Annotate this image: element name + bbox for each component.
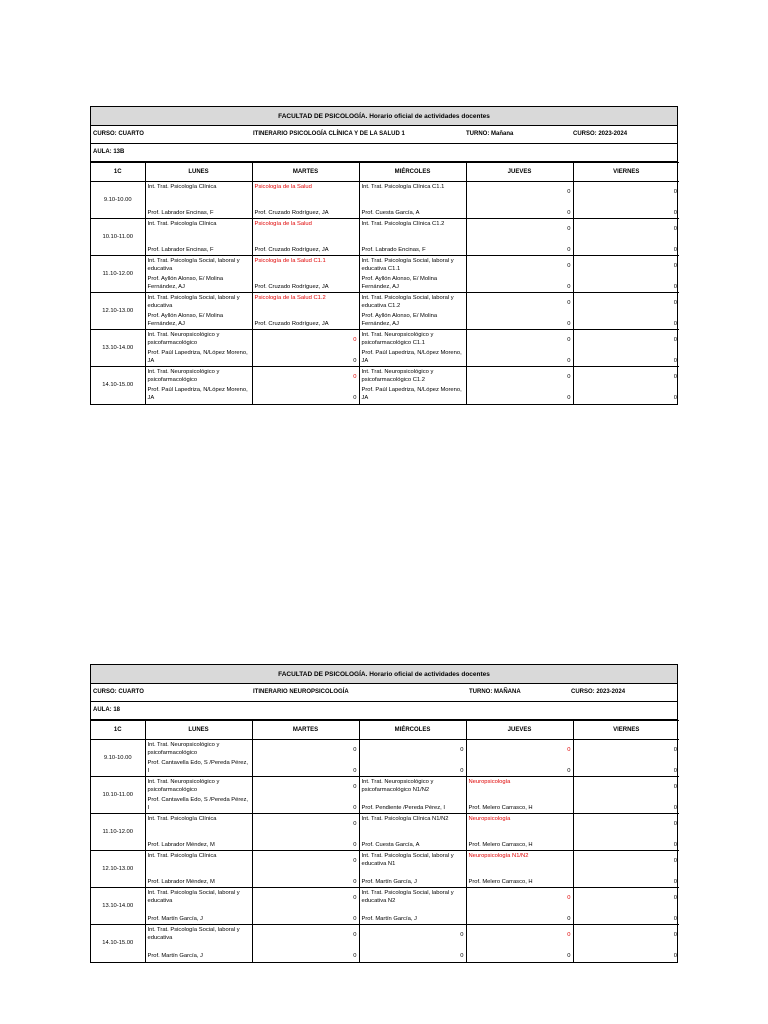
time-row	[91, 182, 679, 219]
zero-value: 0	[673, 358, 677, 364]
class-cell	[573, 256, 679, 293]
zero-value: 0	[567, 263, 571, 269]
time-slot: 11.10-12.00	[91, 814, 145, 851]
zero-value: 0	[673, 374, 677, 380]
zero-value: 0	[673, 916, 677, 922]
day-header-viernes: VIERNES	[573, 163, 679, 182]
course-name: Neuropsicología	[468, 816, 511, 822]
aula-row	[91, 144, 677, 162]
cell-content	[361, 740, 465, 776]
time-row	[91, 740, 679, 777]
group-header: 1C	[91, 721, 145, 740]
time-slot: 12.10-13.00	[91, 851, 145, 888]
cell-content	[147, 182, 251, 218]
time-slot: 13.10-14.00	[91, 330, 145, 367]
class-cell	[145, 367, 252, 404]
curso-year-label: CURSO: 2023-2024	[573, 131, 628, 137]
day-header-miércoles: MIÉRCOLES	[359, 163, 466, 182]
cell-content	[575, 182, 679, 218]
time-row	[91, 367, 679, 404]
class-cell	[252, 182, 359, 219]
course-info-row	[91, 684, 677, 702]
course-name: Psicología de la Salud	[254, 221, 312, 227]
day-header-lunes: LUNES	[145, 721, 252, 740]
zero-value: 0	[460, 768, 464, 774]
zero-value: 0	[673, 821, 677, 827]
cell-content	[147, 293, 251, 329]
course-name: Int. Trat. Psicología Clínica C1.2	[361, 221, 445, 227]
class-cell	[145, 777, 252, 814]
course-name: Psicología de la Salud C1.2	[254, 295, 326, 301]
cell-content	[254, 182, 358, 218]
course-name: Int. Trat. Neuropsicológico y psicofarmacológico C1.2	[361, 369, 434, 383]
professor-name: Prof. Labrador Méndez, M	[147, 842, 215, 848]
class-cell	[252, 851, 359, 888]
cell-content	[575, 888, 679, 924]
time-slot: 11.10-12.00	[91, 256, 145, 293]
time-row	[91, 888, 679, 925]
zero-value: 0	[567, 374, 571, 380]
course-name: Int. Trat. Psicología Clínica N1/N2	[361, 816, 449, 822]
course-name: Int. Trat. Neuropsicológico y psicofarmacológico	[147, 332, 220, 346]
course-name: Neuropsicología	[468, 779, 511, 785]
class-cell	[359, 925, 466, 962]
zero-value: 0	[353, 916, 357, 922]
class-cell	[359, 814, 466, 851]
itinerario-label: ITINERARIO PSICOLOGÍA CLÍNICA Y DE LA SALUD 1	[253, 131, 405, 137]
zero-value: 0	[673, 747, 677, 753]
header-row	[91, 721, 679, 740]
time-slot: 9.10-10.00	[91, 740, 145, 777]
cell-content	[575, 851, 679, 887]
day-header-miércoles: MIÉRCOLES	[359, 721, 466, 740]
course-name: Int. Trat. Psicología Clínica	[147, 816, 217, 822]
zero-value: 0	[460, 932, 464, 938]
cell-content	[254, 256, 358, 292]
course-name: Int. Trat. Neuropsicológico y psicofarmacológico C1.1	[361, 332, 434, 346]
professor-name: Prof. Paúl Lapedriza, N/López Moreno, JA	[147, 350, 248, 364]
zero-value: 0	[567, 916, 571, 922]
class-cell	[252, 219, 359, 256]
professor-name: Prof. Pendiente /Pereda Pérez, I	[361, 805, 445, 811]
professor-name: Prof. Martín García, J	[147, 916, 203, 922]
zero-value: 0	[673, 189, 677, 195]
cell-content	[361, 182, 465, 218]
zero-value: 0	[673, 300, 677, 306]
aula-row	[91, 702, 677, 720]
course-name: Int. Trat. Psicología Social, laboral y educativa	[147, 927, 240, 941]
cell-content	[361, 219, 465, 255]
zero-value: 0	[353, 358, 357, 364]
zero-value: 0	[673, 879, 677, 885]
time-slot: 12.10-13.00	[91, 293, 145, 330]
professor-name: Prof. Paúl Lapedriza, N/López Moreno, JA	[361, 350, 462, 364]
zero-value: 0	[673, 337, 677, 343]
time-slot: 14.10-15.00	[91, 367, 145, 404]
zero-value: 0	[353, 805, 357, 811]
course-name: Int. Trat. Psicología Social, laboral y educativa N2	[361, 890, 454, 904]
zero-value: 0	[353, 932, 357, 938]
class-cell	[573, 293, 679, 330]
schedule-table-clinica	[90, 106, 678, 405]
zero-value: 0	[673, 768, 677, 774]
cell-content	[147, 777, 251, 813]
class-cell	[252, 814, 359, 851]
cell-content	[361, 256, 465, 292]
time-slot: 10.10-11.00	[91, 219, 145, 256]
cell-content	[361, 367, 465, 403]
class-cell	[573, 367, 679, 404]
zero-value: 0	[353, 842, 357, 848]
professor-name: Prof. Martín García, J	[361, 879, 417, 885]
course-name: Psicología de la Salud C1.1	[254, 258, 326, 264]
zero-value: 0	[673, 842, 677, 848]
group-header: 1C	[91, 163, 145, 182]
class-cell	[466, 256, 573, 293]
cell-content	[468, 330, 572, 366]
class-cell	[145, 888, 252, 925]
cell-content	[147, 219, 251, 255]
zero-value: 0	[353, 953, 357, 959]
schedule-title: FACULTAD DE PSICOLOGÍA. Horario oficial de actividades docentes	[91, 665, 677, 684]
professor-name: Prof. Cantavella Edo, S /Pereda Pérez, I	[147, 760, 249, 774]
professor-name: Prof. Cruzado Rodríguez, JA	[254, 247, 329, 253]
professor-name: Prof. Cuesta García, A	[361, 210, 420, 216]
zero-value: 0	[673, 247, 677, 253]
cell-content	[361, 888, 465, 924]
professor-name: Prof. Martín García, J	[147, 953, 203, 959]
class-cell	[145, 256, 252, 293]
course-name: Psicología de la Salud	[254, 184, 312, 190]
cell-content	[254, 814, 358, 850]
course-name: Int. Trat. Psicología Clínica	[147, 184, 217, 190]
class-cell	[359, 888, 466, 925]
cell-content	[254, 777, 358, 813]
timetable	[91, 162, 679, 404]
time-slot: 14.10-15.00	[91, 925, 145, 962]
zero-value: 0	[567, 895, 571, 901]
cell-content	[147, 814, 251, 850]
zero-value: 0	[673, 953, 677, 959]
class-cell	[252, 367, 359, 404]
course-name: Neuropsicología N1/N2	[468, 853, 529, 859]
cell-content	[468, 367, 572, 403]
cell-content	[575, 925, 679, 961]
class-cell	[359, 367, 466, 404]
zero-value: 0	[353, 821, 357, 827]
zero-value: 0	[673, 395, 677, 401]
cell-content	[468, 256, 572, 292]
professor-name: Prof. Paúl Lapedriza, N/López Moreno, JA	[361, 387, 462, 401]
professor-name: Prof. Melero Carrasco, H	[468, 879, 533, 885]
day-header-lunes: LUNES	[145, 163, 252, 182]
class-cell	[359, 777, 466, 814]
zero-value: 0	[673, 784, 677, 790]
class-cell	[573, 851, 679, 888]
class-cell	[573, 740, 679, 777]
time-slot: 10.10-11.00	[91, 777, 145, 814]
aula-label: AULA: 18	[93, 707, 121, 713]
cell-content	[468, 777, 572, 813]
class-cell	[252, 888, 359, 925]
professor-name: Prof. Paúl Lapedriza, N/López Moreno, JA	[147, 387, 248, 401]
cell-content	[575, 740, 679, 776]
zero-value: 0	[567, 358, 571, 364]
zero-value: 0	[673, 284, 677, 290]
course-name: Int. Trat. Neuropsicológico y psicofarmacológico	[147, 369, 220, 383]
zero-value: 0	[673, 263, 677, 269]
course-name: Int. Trat. Psicología Social, laboral y educativa C1.1	[361, 258, 454, 272]
aula-label: AULA: 13B	[93, 149, 125, 155]
cell-content	[575, 330, 679, 366]
class-cell	[573, 182, 679, 219]
class-cell	[466, 182, 573, 219]
course-name: Int. Trat. Psicología Social, laboral y educativa	[147, 258, 240, 272]
cell-content	[468, 888, 572, 924]
course-name: Int. Trat. Neuropsicológico y psicofarmacológico	[147, 742, 220, 756]
zero-value: 0	[567, 247, 571, 253]
professor-name: Prof. Martín García, J	[361, 916, 417, 922]
professor-name: Prof. Cuesta García, A	[361, 842, 420, 848]
professor-name: Prof. Ayllón Alonso, E/ Molina Fernández, AJ	[147, 276, 224, 290]
cell-content	[468, 925, 572, 961]
course-name: Int. Trat. Psicología Clínica	[147, 853, 217, 859]
cell-content	[361, 330, 465, 366]
class-cell	[573, 814, 679, 851]
time-slot: 9.10-10.00	[91, 182, 145, 219]
zero-value: 0	[567, 300, 571, 306]
time-row	[91, 293, 679, 330]
zero-value: 0	[567, 747, 571, 753]
zero-value: 0	[353, 858, 357, 864]
class-cell	[252, 925, 359, 962]
professor-name: Prof. Cantavella Edo, S /Pereda Pérez, I	[147, 797, 249, 811]
zero-value: 0	[567, 210, 571, 216]
class-cell	[466, 740, 573, 777]
zero-value: 0	[673, 805, 677, 811]
class-cell	[252, 740, 359, 777]
cell-content	[147, 330, 251, 366]
zero-value: 0	[353, 879, 357, 885]
zero-value: 0	[567, 226, 571, 232]
class-cell	[359, 851, 466, 888]
zero-value: 0	[353, 784, 357, 790]
time-row	[91, 814, 679, 851]
curso-year-label: CURSO: 2023-2024	[571, 689, 626, 695]
day-header-martes: MARTES	[252, 163, 359, 182]
class-cell	[145, 851, 252, 888]
class-cell	[145, 219, 252, 256]
cell-content	[361, 925, 465, 961]
professor-name: Prof. Melero Carrasco, H	[468, 842, 533, 848]
cell-content	[147, 740, 251, 776]
class-cell	[359, 219, 466, 256]
class-cell	[359, 330, 466, 367]
class-cell	[359, 740, 466, 777]
class-cell	[145, 293, 252, 330]
cell-content	[468, 740, 572, 776]
zero-value: 0	[567, 768, 571, 774]
professor-name: Prof. Ayllón Alonso, E/ Molina Fernández, AJ	[361, 276, 438, 290]
curso-label: CURSO: CUARTO	[93, 689, 144, 695]
course-name: Int. Trat. Psicología Social, laboral y educativa	[147, 890, 240, 904]
cell-content	[468, 814, 572, 850]
cell-content	[254, 293, 358, 329]
class-cell	[252, 330, 359, 367]
class-cell	[145, 740, 252, 777]
zero-value: 0	[353, 747, 357, 753]
time-row	[91, 777, 679, 814]
class-cell	[466, 293, 573, 330]
class-cell	[466, 814, 573, 851]
cell-content	[468, 293, 572, 329]
class-cell	[359, 256, 466, 293]
itinerario-label: ITINERARIO NEUROPSICOLOGÍA	[253, 689, 349, 695]
cell-content	[147, 888, 251, 924]
zero-value: 0	[567, 337, 571, 343]
time-row	[91, 256, 679, 293]
professor-name: Prof. Labrador Encinas, F	[147, 247, 214, 253]
time-row	[91, 851, 679, 888]
cell-content	[254, 367, 358, 403]
class-cell	[252, 293, 359, 330]
cell-content	[254, 740, 358, 776]
cell-content	[254, 888, 358, 924]
turno-label: TURNO: Mañana	[466, 131, 514, 137]
cell-content	[575, 219, 679, 255]
schedule-table-neuropsicologia	[90, 664, 678, 963]
zero-value: 0	[353, 895, 357, 901]
course-name: Int. Trat. Psicología Clínica	[147, 221, 217, 227]
cell-content	[468, 851, 572, 887]
cell-content	[361, 814, 465, 850]
time-row	[91, 925, 679, 962]
zero-value: 0	[353, 768, 357, 774]
schedule-title: FACULTAD DE PSICOLOGÍA. Horario oficial de actividades docentes	[91, 107, 677, 126]
cell-content	[468, 219, 572, 255]
cell-content	[147, 256, 251, 292]
zero-value: 0	[460, 747, 464, 753]
zero-value: 0	[567, 284, 571, 290]
cell-content	[147, 367, 251, 403]
course-name: Int. Trat. Neuropsicológico y psicofarmacológico N1/N2	[361, 779, 434, 793]
class-cell	[466, 330, 573, 367]
class-cell	[145, 925, 252, 962]
time-row	[91, 219, 679, 256]
cell-content	[575, 777, 679, 813]
zero-value: 0	[353, 374, 357, 380]
zero-value: 0	[673, 226, 677, 232]
course-name: Int. Trat. Psicología Social, laboral y educativa C1.2	[361, 295, 454, 309]
header-row	[91, 163, 679, 182]
class-cell	[466, 219, 573, 256]
class-cell	[359, 293, 466, 330]
course-info-row	[91, 126, 677, 144]
cell-content	[361, 777, 465, 813]
day-header-jueves: JUEVES	[466, 163, 573, 182]
zero-value: 0	[567, 953, 571, 959]
professor-name: Prof. Cruzado Rodríguez, JA	[254, 321, 329, 327]
day-header-viernes: VIERNES	[573, 721, 679, 740]
zero-value: 0	[673, 210, 677, 216]
professor-name: Prof. Ayllón Alonso, E/ Molina Fernández, AJ	[147, 313, 224, 327]
cell-content	[575, 256, 679, 292]
professor-name: Prof. Labrador Méndez, M	[147, 879, 215, 885]
day-header-martes: MARTES	[252, 721, 359, 740]
cell-content	[254, 219, 358, 255]
cell-content	[254, 925, 358, 961]
cell-content	[254, 330, 358, 366]
zero-value: 0	[673, 321, 677, 327]
class-cell	[466, 777, 573, 814]
turno-label: TURNO: MAÑANA	[469, 689, 521, 695]
time-slot: 13.10-14.00	[91, 888, 145, 925]
class-cell	[252, 256, 359, 293]
class-cell	[573, 925, 679, 962]
zero-value: 0	[673, 858, 677, 864]
course-name: Int. Trat. Psicología Social, laboral y educativa	[147, 295, 240, 309]
class-cell	[145, 330, 252, 367]
class-cell	[145, 814, 252, 851]
day-header-jueves: JUEVES	[466, 721, 573, 740]
professor-name: Prof. Ayllón Alonso, E/ Molina Fernández, AJ	[361, 313, 438, 327]
professor-name: Prof. Labrador Encinas, F	[147, 210, 214, 216]
class-cell	[145, 182, 252, 219]
zero-value: 0	[567, 321, 571, 327]
class-cell	[573, 888, 679, 925]
class-cell	[466, 367, 573, 404]
curso-label: CURSO: CUARTO	[93, 131, 144, 137]
cell-content	[575, 814, 679, 850]
cell-content	[147, 925, 251, 961]
class-cell	[573, 219, 679, 256]
zero-value: 0	[673, 895, 677, 901]
zero-value: 0	[673, 932, 677, 938]
course-name: Int. Trat. Neuropsicológico y psicofarmacológico	[147, 779, 220, 793]
cell-content	[468, 182, 572, 218]
professor-name: Prof. Labrado Encinas, F	[361, 247, 426, 253]
class-cell	[466, 925, 573, 962]
cell-content	[254, 851, 358, 887]
class-cell	[359, 182, 466, 219]
class-cell	[573, 330, 679, 367]
cell-content	[575, 293, 679, 329]
course-name: Int. Trat. Psicología Social, laboral y educativa N1	[361, 853, 454, 867]
class-cell	[252, 777, 359, 814]
cell-content	[575, 367, 679, 403]
professor-name: Prof. Cruzado Rodríguez, JA	[254, 284, 329, 290]
zero-value: 0	[353, 395, 357, 401]
timetable	[91, 720, 679, 962]
class-cell	[466, 888, 573, 925]
zero-value: 0	[567, 395, 571, 401]
time-row	[91, 330, 679, 367]
zero-value: 0	[460, 953, 464, 959]
cell-content	[361, 293, 465, 329]
professor-name: Prof. Cruzado Rodríguez, JA	[254, 210, 329, 216]
cell-content	[147, 851, 251, 887]
course-name: Int. Trat. Psicología Clínica C1.1	[361, 184, 445, 190]
class-cell	[466, 851, 573, 888]
zero-value: 0	[567, 189, 571, 195]
professor-name: Prof. Melero Carrasco, H	[468, 805, 533, 811]
zero-value: 0	[567, 932, 571, 938]
class-cell	[573, 777, 679, 814]
cell-content	[361, 851, 465, 887]
zero-value: 0	[353, 337, 357, 343]
